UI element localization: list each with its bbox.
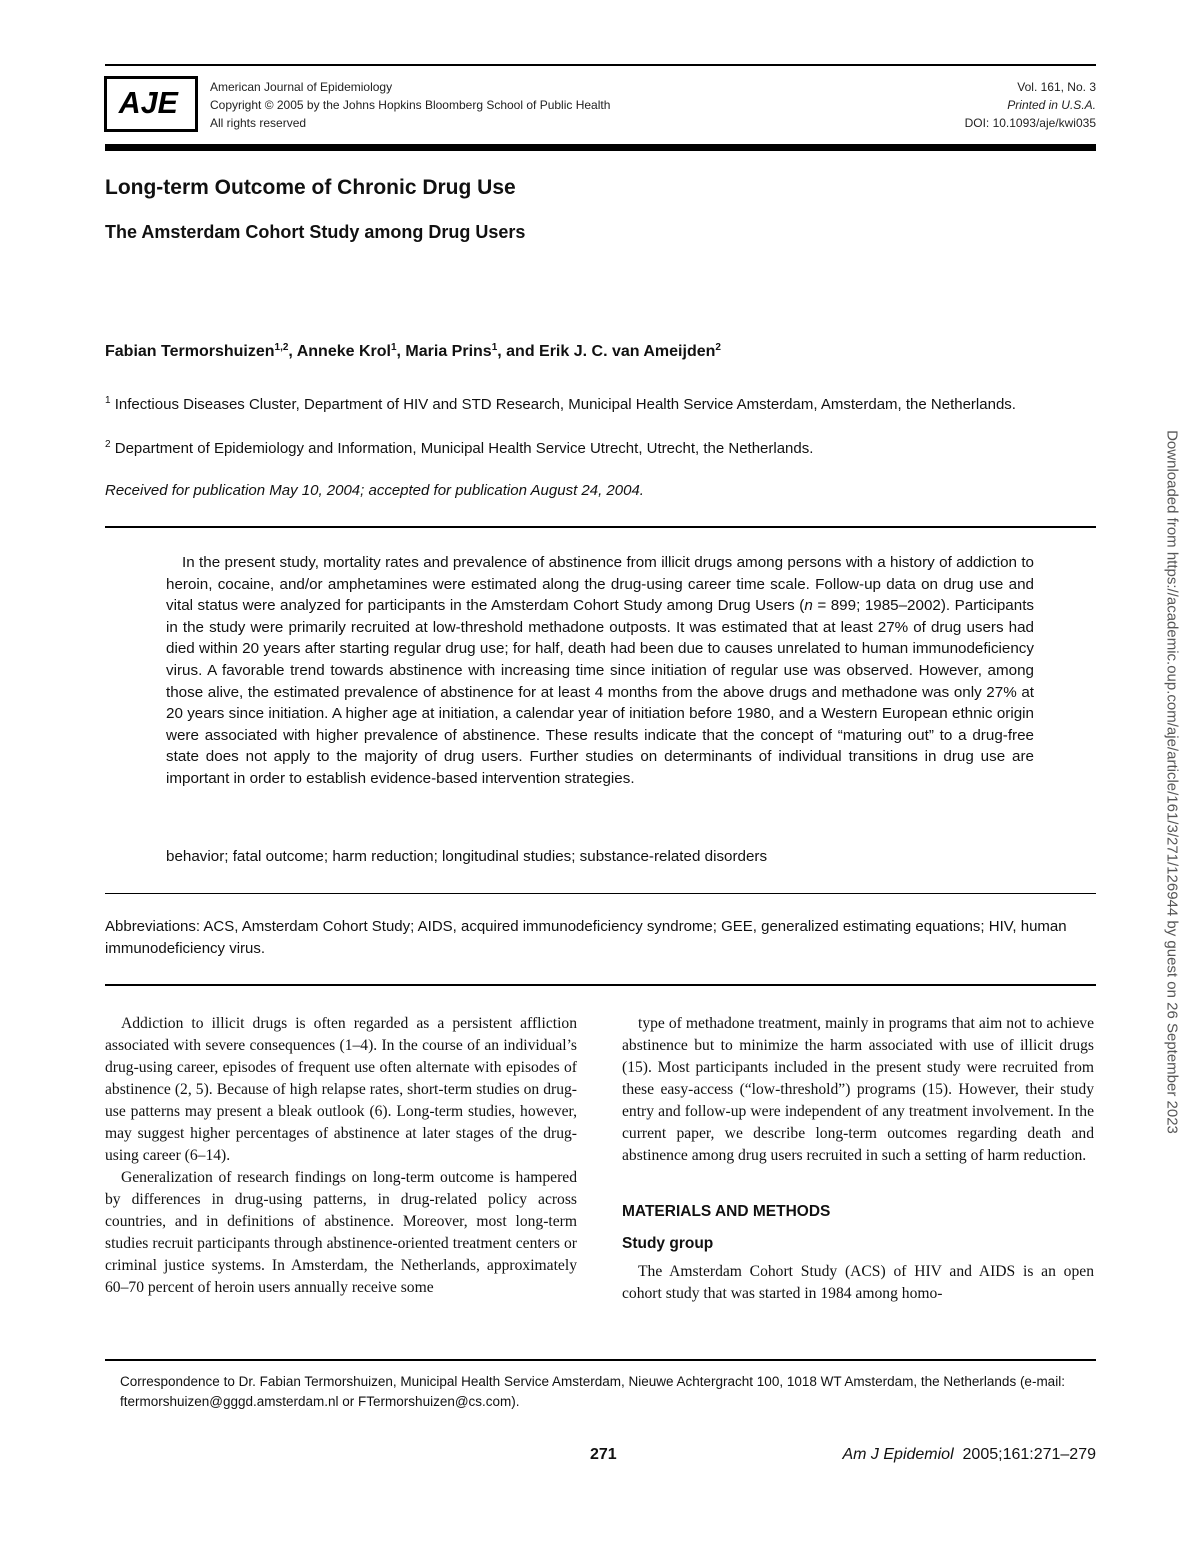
- author-separator: , and: [497, 343, 540, 360]
- affiliation-number: 2: [105, 439, 111, 450]
- section-heading: MATERIALS AND METHODS: [622, 1203, 831, 1220]
- author-affiliation-mark: 1: [390, 342, 397, 353]
- affiliation-1: [105, 390, 1095, 416]
- abstract-top-rule: [105, 526, 1096, 528]
- author-name: Maria Prins: [405, 343, 492, 360]
- author-separator: ,: [396, 343, 406, 360]
- author-name: Anneke Krol: [296, 343, 391, 360]
- svg-text:AJE: AJE: [118, 86, 178, 120]
- body-top-rule: [105, 984, 1096, 986]
- citation-range: 2005;161:271–279: [962, 1446, 1096, 1463]
- author-name: Erik J. C. van Ameijden: [539, 343, 716, 360]
- subsection-heading: Study group: [622, 1235, 714, 1252]
- abstract-text: [166, 552, 1034, 790]
- body-paragraph: type of methadone treatment, mainly in programs that aim not to achieve abstinence but to minimize the harm associated with use of illicit drugs (15). Most participants included in the present study were recruited from these easy-access (“low-threshold”) programs (15). However, their study entry and follow-up were independent of any treatment involvement. In the current paper, we describe long-term outcomes regarding death and abstinence among drug users recruited in such a setting of harm reduction.: [622, 1015, 1094, 1164]
- aje-logo-icon: [107, 79, 195, 129]
- article-subtitle: The Amsterdam Cohort Study among Drug Users: [105, 222, 526, 242]
- keywords: behavior; fatal outcome; harm reduction; longitudinal studies; substance-related disorders: [166, 848, 768, 865]
- abbreviations: Abbreviations: ACS, Amsterdam Cohort Study; AIDS, acquired immunodeficiency syndrome; GEE, generalized estimating equations; HIV, human immunodeficiency virus.: [105, 918, 1067, 957]
- top-rule: [105, 64, 1096, 66]
- footnote-rule: [105, 1359, 1096, 1361]
- affiliation-2: [105, 434, 1095, 460]
- author-affiliation-mark: 2: [715, 342, 721, 353]
- author-separator: ,: [288, 343, 297, 360]
- abstract-part: In the present study, mortality rates and prevalence of abstinence from illicit drugs among persons with a history of addiction to heroin, cocaine, and/or amphetamines were estimated along the drug-using career time scale. Follow-up data on drug use and vital status were analyzed for participants in the Amsterdam Cohort Study among Drug Users (: [166, 554, 1034, 615]
- body-paragraph: Addiction to illicit drugs is often regarded as a persistent affliction associated with severe consequences (1–4). In the course of an individual’s drug-using career, episodes of frequent use often alternate with episodes of abstinence (2, 5). Because of high relapse rates, short-term studies on drug-use patterns may present a bleak outlook (6). Long-term studies, however, may suggest higher percentages of abstinence at later stages of the drug-using career (6–14).: [105, 1015, 577, 1164]
- copyright-line: Copyright © 2005 by the Johns Hopkins Bloomberg School of Public Health: [210, 98, 611, 112]
- download-note: Downloaded from https://academic.oup.com/aje/article/161/3/271/126944 by guest on 26 September 2023: [1163, 430, 1181, 1134]
- download-sidebar: [1154, 412, 1190, 1152]
- affiliation-text: Infectious Diseases Cluster, Department of HIV and STD Research, Municipal Health Service Amsterdam, Amsterdam, the Netherlands.: [114, 396, 1016, 413]
- abstract-n-symbol: n: [804, 597, 813, 615]
- author-list: [105, 342, 721, 361]
- affiliation-text: Department of Epidemiology and Information, Municipal Health Service Utrecht, Utrecht, the Netherlands.: [114, 440, 814, 457]
- journal-info: [210, 78, 610, 132]
- publication-dates: Received for publication May 10, 2004; accepted for publication August 24, 2004.: [105, 482, 644, 499]
- page-number: 271: [590, 1446, 617, 1463]
- correspondence-note: Correspondence to Dr. Fabian Termorshuizen, Municipal Health Service Amsterdam, Nieuwe Achtergracht 100, 1018 WT Amsterdam, the Netherlands (e-mail: ftermorshuizen@gggd.amsterdam.nl or FTermorshuizen@cs.com).: [120, 1374, 1065, 1409]
- printed-line: Printed in U.S.A.: [1007, 98, 1096, 112]
- header-thick-rule: [105, 144, 1096, 151]
- body-column-left: [105, 1013, 577, 1299]
- body-paragraph: Generalization of research findings on long-term outcome is hampered by differences in drug-using patterns, in drug-related policy across countries, and in definitions of abstinence. Moreover, most long-term studies recruit participants through abstinence-oriented treatment centers or criminal justice systems. In Amsterdam, the Netherlands, approximately 60–70 percent of heroin users annually receive some: [105, 1169, 577, 1296]
- abstract-bottom-rule: [105, 893, 1096, 894]
- issue-info: [965, 78, 1096, 132]
- journal-citation: [842, 1446, 1096, 1464]
- rights-line: All rights reserved: [210, 116, 307, 130]
- affiliation-number: 1: [105, 395, 111, 406]
- author-affiliation-mark: 1,2: [274, 342, 289, 353]
- body-paragraph: The Amsterdam Cohort Study (ACS) of HIV and AIDS is an open cohort study that was started in 1984 among homo-: [622, 1263, 1094, 1302]
- journal-logo: [104, 76, 198, 132]
- author-affiliation-mark: 1: [491, 342, 498, 353]
- volume-line: Vol. 161, No. 3: [1017, 80, 1096, 94]
- author-name: Fabian Termorshuizen: [105, 343, 275, 360]
- journal-name: American Journal of Epidemiology: [210, 80, 393, 94]
- abstract-part: = 899; 1985–2002). Participants in the study were primarily recruited at low-threshold methadone outposts. It was estimated that at least 27% of drug users had died within 20 years after starting regular drug use; for half, death had been due to causes unrelated to human immunodeficiency virus. A favorable trend towards abstinence with increasing time since initiation of regular use was observed. However, among those alive, the estimated prevalence of abstinence for at least 4 months from the above drugs and methadone was only 27% at 20 years since initiation. A higher age at initiation, a calendar year of initiation before 1980, and a Western European ethnic origin were associated with higher prevalence of abstinence. These results indicate that the concept of “maturing out” to a drug-free state does not apply to the majority of drug users. Further studies on determinants of individual transitions in drug use are important in order to establish evidence-based intervention strategies.: [166, 597, 1035, 787]
- body-column-right: [622, 1013, 1094, 1305]
- journal-abbrev: Am J Epidemiol: [842, 1446, 954, 1463]
- doi-line: DOI: 10.1093/aje/kwi035: [964, 116, 1096, 130]
- article-title: Long-term Outcome of Chronic Drug Use: [105, 176, 516, 199]
